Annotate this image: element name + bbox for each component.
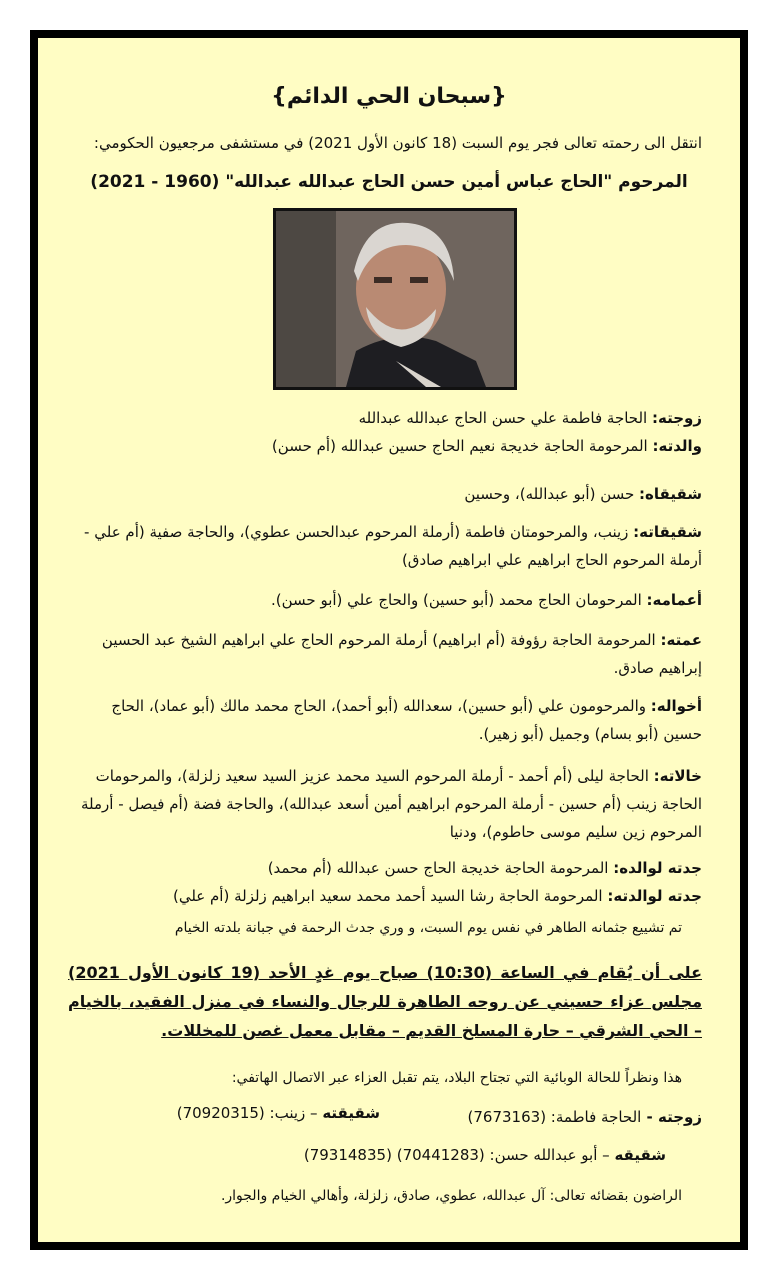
contact-sister-text: – زينب: (70920315) <box>176 1104 323 1122</box>
contact-brother-label: شقيقه <box>614 1146 666 1164</box>
page-title: {سبحان الحي الدائم} <box>271 84 507 109</box>
portrait-illustration <box>276 211 514 387</box>
label-wife: زوجته: <box>652 409 702 427</box>
text-paternal-aunt: المرحومة الحاجة رؤوفة (أم ابراهيم) أرملة المرحوم الحاج علي ابراهيم الشيخ عبد الحسين إبراهيم صادق. <box>101 631 702 677</box>
text-paternal-uncles: المرحومان الحاج محمد (أبو حسين) والحاج علي (أبو حسن). <box>270 591 647 609</box>
contact-wife <box>468 1108 702 1126</box>
text-wife: الحاجة فاطمة علي حسن الحاج عبدالله عبدالله <box>358 409 652 427</box>
relative-paternal-aunt <box>72 626 702 682</box>
obituary-frame <box>30 30 748 1250</box>
text-brothers: حسن (أبو عبدالله)، وحسين <box>464 485 640 503</box>
relative-maternal-grandmother <box>72 882 702 910</box>
phone-intro: هذا ونظراً للحالة الوبائية التي تجتاح البلاد، يتم تقبل العزاء عبر الاتصال الهاتفي: <box>231 1070 682 1086</box>
label-paternal-uncles: أعمامه: <box>646 591 702 609</box>
relative-maternal-aunts <box>72 762 702 846</box>
label-paternal-grandmother: جدته لوالده: <box>613 859 702 877</box>
contact-wife-label: زوجته - <box>641 1108 702 1126</box>
contact-brother-text: – أبو عبدالله حسن: (70441283) (79314835) <box>303 1146 615 1164</box>
text-mother: المرحومة الحاجة خديجة نعيم الحاج حسين عبدالله (أم حسن) <box>271 437 653 455</box>
text-maternal-aunts: الحاجة ليلى (أم أحمد - أرملة المرحوم السيد محمد عزيز السيد سعيد زلزلة)، والمرحومات الحاجة زينب (أم حسين - أرملة المرحوم ابراهيم أمين أسعد عبدالله)، والحاجة فضة (أم فيصل - أرملة المرحوم زين سليم موسى حاطوم)، ودنيا <box>80 767 702 841</box>
intro-text: انتقل الى رحمته تعالى فجر يوم السبت (18 كانون الأول 2021) في مستشفى مرجعيون الحكومي: <box>93 134 702 152</box>
label-maternal-grandmother: جدته لوالدته: <box>607 887 702 905</box>
majlis-announcement: على أن يُقام في الساعة (10:30) صباح يوم غدٍ الأحد (19 كانون الأول 2021) مجلس عزاء حسيني عن روحه الطاهرة للرجال والنساء في منزل الفقيد، بالخيام – الحي الشرقي – حارة المسلخ القديم – مقابل معمل غصن للمخللات. <box>68 963 703 1040</box>
relative-mother <box>72 432 702 460</box>
contact-wife-text: الحاجة فاطمة: (7673163) <box>467 1108 642 1126</box>
relative-brothers <box>72 480 702 508</box>
label-maternal-aunts: خالاته: <box>653 767 702 785</box>
text-maternal-uncles: والمرحومون علي (أبو حسين)، سعدالله (أبو أحمد)، الحاج محمد مالك (أبو عماد)، الحاج حسين (أبو بسام) وجميل (أبو زهير). <box>111 697 702 743</box>
funeral-note: تم تشييع جثمانه الطاهر في نفس يوم السبت، و وري جدث الرحمة في جبانة بلدته الخيام <box>174 920 682 936</box>
label-maternal-uncles: أخواله: <box>650 697 702 715</box>
label-sisters: شقيقاته: <box>633 523 702 541</box>
text-paternal-grandmother: المرحومة الحاجة خديجة الحاج حسن عبدالله (أم محمد) <box>267 859 614 877</box>
relative-paternal-uncles <box>72 586 702 614</box>
deceased-name: المرحوم "الحاج عباس أمين حسن الحاج عبدالله عبدالله" (1960 - 2021) <box>90 172 688 192</box>
relative-paternal-grandmother <box>72 854 702 882</box>
relative-wife <box>72 404 702 432</box>
label-paternal-aunt: عمته: <box>660 631 702 649</box>
relative-sisters <box>72 518 702 574</box>
portrait-photo <box>273 208 517 390</box>
text-maternal-grandmother: المرحومة الحاجة رشا السيد أحمد محمد سعيد ابراهيم زلزلة (أم علي) <box>172 887 608 905</box>
contact-sister <box>177 1104 380 1122</box>
contact-brother <box>304 1146 666 1164</box>
label-brothers: شقيقاه: <box>639 485 702 503</box>
relative-maternal-uncles <box>72 692 702 748</box>
closing-line: الراضون بقضائه تعالى: آل عبدالله، عطوي، صادق، زلزلة، وأهالي الخيام والجوار. <box>220 1188 682 1204</box>
label-mother: والدته: <box>652 437 702 455</box>
contact-sister-label: شقيقته <box>322 1104 380 1122</box>
text-sisters: زينب، والمرحومتان فاطمة (أرملة المرحوم عبدالحسن عطوي)، والحاجة صفية (أم علي - أرملة المرحوم الحاج ابراهيم علي ابراهيم صادق) <box>84 523 702 569</box>
